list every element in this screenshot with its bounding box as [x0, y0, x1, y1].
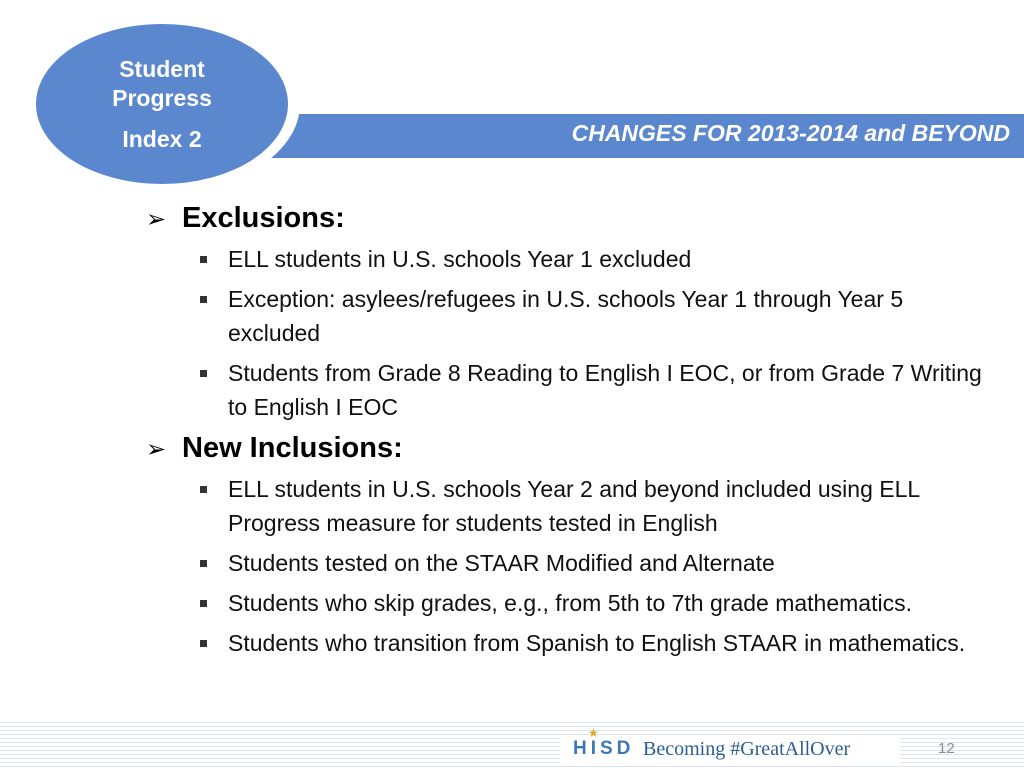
list-item — [140, 626, 1000, 660]
list-item-text: Students who skip grades, e.g., from 5th to 7th grade mathematics. — [228, 590, 912, 616]
list-item-text: Students tested on the STAAR Modified and Alternate — [228, 550, 775, 576]
exclusions-list — [140, 242, 1000, 424]
arrow-bullet-icon: ➢ — [146, 436, 167, 463]
square-bullet-icon — [200, 256, 207, 263]
list-item-text: Students from Grade 8 Reading to English I EOC, or from Grade 7 Writing to English I EOC — [228, 360, 982, 420]
badge-line-3: Index 2 — [122, 125, 202, 152]
section-heading-exclusions — [140, 200, 1000, 236]
heading-text: Exclusions: — [182, 202, 345, 234]
list-item — [140, 356, 1000, 424]
list-item-text: ELL students in U.S. schools Year 1 excluded — [228, 246, 692, 272]
list-item — [140, 546, 1000, 580]
square-bullet-icon — [200, 560, 207, 567]
footer-slogan: Becoming #GreatAllOver — [643, 738, 851, 760]
square-bullet-icon — [200, 486, 207, 493]
list-item — [140, 282, 1000, 350]
square-bullet-icon — [200, 600, 207, 607]
header-banner — [238, 114, 1024, 158]
list-item-text: Students who transition from Spanish to English STAAR in mathematics. — [228, 630, 966, 656]
hisd-logo: HISD — [573, 738, 635, 759]
square-bullet-icon — [200, 296, 207, 303]
section-heading-new-inclusions — [140, 430, 1000, 466]
page-number: 12 — [938, 740, 955, 757]
list-item — [140, 242, 1000, 276]
badge-line-2: Progress — [112, 84, 212, 111]
square-bullet-icon — [200, 640, 207, 647]
square-bullet-icon — [200, 370, 207, 377]
section-badge — [36, 24, 288, 184]
new-inclusions-list — [140, 472, 1000, 660]
star-icon: ★ — [588, 726, 599, 740]
list-item — [140, 472, 1000, 540]
list-item-text: Exception: asylees/refugees in U.S. schools Year 1 through Year 5 excluded — [228, 286, 904, 346]
content-list — [140, 200, 1000, 666]
banner-title: CHANGES FOR 2013-2014 and BEYOND — [571, 120, 1010, 146]
arrow-bullet-icon: ➢ — [146, 206, 167, 233]
list-item — [140, 586, 1000, 620]
list-item-text: ELL students in U.S. schools Year 2 and beyond included using ELL Progress measure for students tested in English — [228, 476, 920, 536]
badge-line-1: Student — [119, 55, 205, 82]
heading-text: New Inclusions: — [182, 432, 403, 464]
